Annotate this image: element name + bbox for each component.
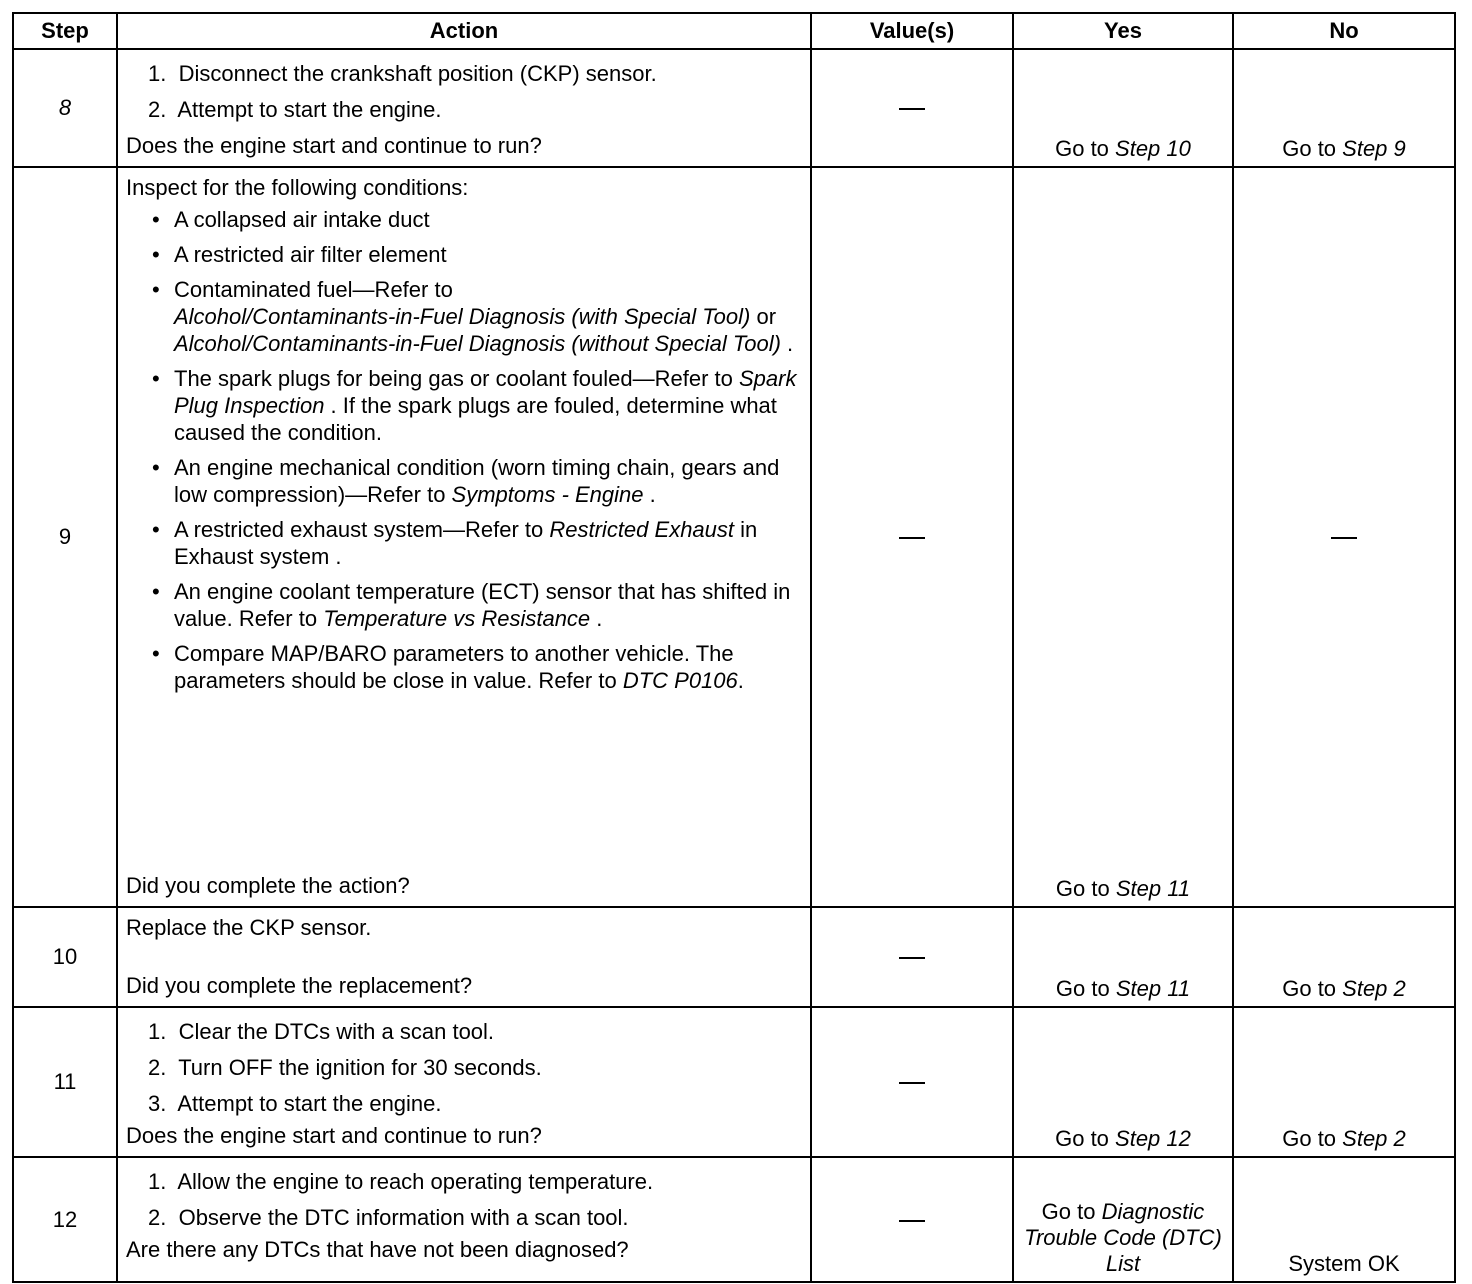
header-action: Action	[117, 13, 811, 49]
header-yes: Yes	[1013, 13, 1233, 49]
yes-link[interactable]: Step 11	[1115, 976, 1191, 1001]
step-number: 11	[13, 1007, 117, 1157]
dash-icon	[899, 108, 925, 110]
header-values: Value(s)	[811, 13, 1013, 49]
no-cell: System OK	[1233, 1157, 1455, 1282]
yes-link[interactable]: Step 12	[1115, 1126, 1191, 1151]
condition-item: • Compare MAP/BARO parameters to another vehicle. The parameters should be close in value. Refer to DTC P0106.	[148, 640, 802, 694]
action-cell	[117, 1007, 811, 1157]
table-row	[13, 1157, 1455, 1282]
value-cell	[811, 1007, 1013, 1157]
diagnostic-table	[12, 12, 1456, 1283]
no-cell[interactable]: Go to Step 2	[1233, 1007, 1455, 1157]
yes-cell[interactable]: Go to Step 11	[1013, 167, 1233, 907]
condition-item: • A collapsed air intake duct	[148, 206, 802, 233]
value-cell	[811, 907, 1013, 1007]
value-cell	[811, 167, 1013, 907]
action-cell	[117, 907, 811, 1007]
header-row	[13, 13, 1455, 49]
yes-cell[interactable]: Go to Step 12	[1013, 1007, 1233, 1157]
action-intro: Replace the CKP sensor.	[126, 915, 372, 940]
condition-list	[126, 206, 802, 694]
reference-link[interactable]: Temperature vs Resistance	[323, 606, 591, 631]
dash-icon	[899, 537, 925, 539]
action-steps	[126, 1014, 802, 1122]
action-step: 3. Attempt to start the engine.	[148, 1091, 442, 1116]
step-number: 10	[13, 907, 117, 1007]
action-question: Does the engine start and continue to run?	[126, 133, 542, 158]
condition-item: • A restricted air filter element	[148, 241, 802, 268]
no-link[interactable]: Step 2	[1342, 1126, 1406, 1151]
action-question: Did you complete the action?	[126, 873, 410, 898]
yes-cell[interactable]: Go to Diagnostic Trouble Code (DTC) List	[1013, 1157, 1233, 1282]
value-cell	[811, 49, 1013, 167]
yes-link[interactable]: Step 11	[1115, 876, 1191, 901]
table-row	[13, 1007, 1455, 1157]
action-question: Are there any DTCs that have not been diagnosed?	[126, 1237, 629, 1262]
action-intro: Inspect for the following conditions:	[126, 175, 469, 200]
reference-link[interactable]: DTC P0106	[622, 668, 738, 693]
dash-icon	[899, 1082, 925, 1084]
yes-cell[interactable]: Go to Step 10	[1013, 49, 1233, 167]
condition-item: • Contaminated fuel—Refer to Alcohol/Contaminants-in-Fuel Diagnosis (with Special Tool) or Alcohol/Contaminants-in-Fuel Diagnosis (without Special Tool) .	[148, 276, 802, 357]
reference-link[interactable]: Alcohol/Contaminants-in-Fuel Diagnosis (with Special Tool)	[174, 304, 751, 329]
step-number: 8	[13, 49, 117, 167]
action-step: 2. Turn OFF the ignition for 30 seconds.	[148, 1055, 542, 1080]
action-steps	[126, 1164, 802, 1236]
yes-link[interactable]: Step 10	[1115, 136, 1191, 161]
action-cell	[117, 49, 811, 167]
reference-link[interactable]: Spark Plug Inspection	[174, 366, 797, 418]
no-cell[interactable]: Go to Step 9	[1233, 49, 1455, 167]
dash-icon	[899, 1220, 925, 1222]
table-row	[13, 907, 1455, 1007]
action-cell	[117, 1157, 811, 1282]
action-steps	[126, 56, 802, 128]
action-cell	[117, 167, 811, 907]
action-step: 1. Clear the DTCs with a scan tool.	[148, 1019, 495, 1044]
value-cell	[811, 1157, 1013, 1282]
reference-link[interactable]: Restricted Exhaust	[549, 517, 735, 542]
condition-item: • A restricted exhaust system—Refer to Restricted Exhaust in Exhaust system .	[148, 516, 802, 570]
no-link[interactable]: Step 9	[1342, 136, 1406, 161]
header-no: No	[1233, 13, 1455, 49]
dash-icon	[899, 957, 925, 959]
condition-item: • The spark plugs for being gas or coolant fouled—Refer to Spark Plug Inspection . If the spark plugs are fouled, determine what caused the condition.	[148, 365, 802, 446]
dash-icon	[1331, 537, 1357, 539]
action-question: Does the engine start and continue to run?	[126, 1123, 542, 1148]
yes-cell[interactable]: Go to Step 11	[1013, 907, 1233, 1007]
reference-link[interactable]: Alcohol/Contaminants-in-Fuel Diagnosis (without Special Tool)	[174, 331, 781, 356]
no-cell	[1233, 167, 1455, 907]
action-question: Did you complete the replacement?	[126, 973, 473, 998]
step-number: 9	[13, 167, 117, 907]
action-step: 2. Attempt to start the engine.	[148, 97, 442, 122]
no-cell[interactable]: Go to Step 2	[1233, 907, 1455, 1007]
step-number: 12	[13, 1157, 117, 1282]
action-step: 1. Allow the engine to reach operating temperature.	[148, 1169, 654, 1194]
action-step: 1. Disconnect the crankshaft position (CKP) sensor.	[148, 61, 657, 86]
table-row	[13, 167, 1455, 907]
yes-link[interactable]: Diagnostic Trouble Code (DTC) List	[1024, 1199, 1222, 1276]
no-link[interactable]: Step 2	[1342, 976, 1406, 1001]
header-step: Step	[13, 13, 117, 49]
reference-link[interactable]: Symptoms - Engine	[451, 482, 644, 507]
condition-item: • An engine mechanical condition (worn timing chain, gears and low compression)—Refer to Symptoms - Engine .	[148, 454, 802, 508]
action-step: 2. Observe the DTC information with a scan tool.	[148, 1205, 629, 1230]
condition-item: • An engine coolant temperature (ECT) sensor that has shifted in value. Refer to Temperature vs Resistance .	[148, 578, 802, 632]
table-row	[13, 49, 1455, 167]
